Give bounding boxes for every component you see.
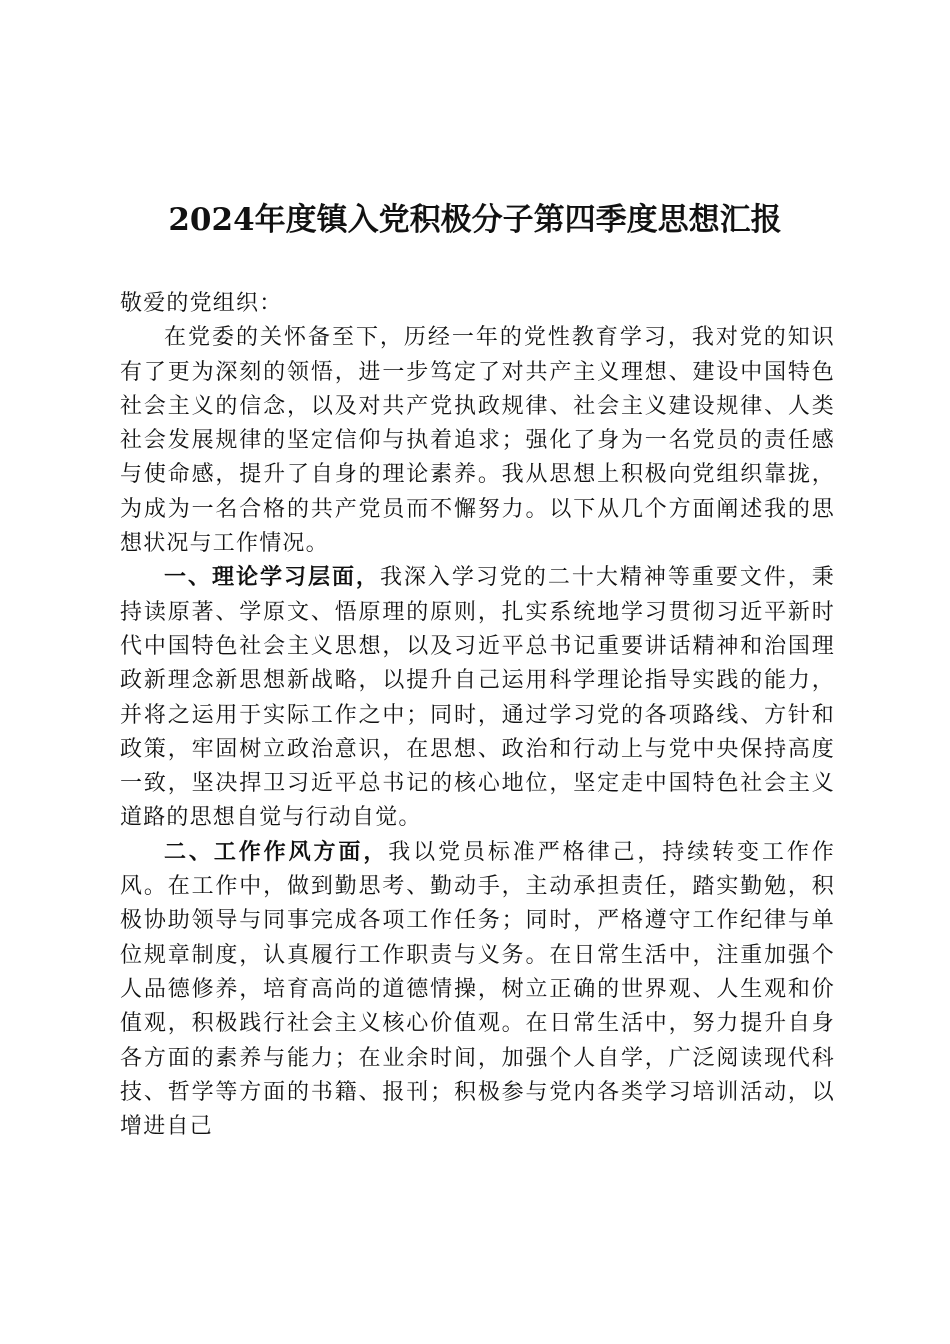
paragraph-theory-study bbox=[120, 561, 835, 835]
paragraph-text: 我深入学习党的二十大精神等重要文件，秉持读原著、学原文、悟原理的原则，扎实系统地学习贯彻习近平新时代中国特色社会主义思想，以及习近平总书记重要讲话精神和治国理政新理念新思想新战略，以提升自己运用科学理论指导实践的能力，并将之运用于实际工作之中；同时，通过学习党的各项路线、方针和政策，牢固树立政治意识，在思想、政治和行动上与党中央保持高度一致，坚决捍卫习近平总书记的核心地位，坚定走中国特色社会主义道路的思想自觉与行动自觉。 bbox=[120, 565, 835, 831]
paragraph-heading: 二、工作作风方面， bbox=[164, 839, 389, 865]
paragraph-text: 在党委的关怀备至下，历经一年的党性教育学习，我对党的知识有了更为深刻的领悟，进一步笃定了对共产主义理想、建设中国特色社会主义的信念，以及对共产党执政规律、社会主义建设规律、人类社会发展规律的坚定信仰与执着追求；强化了身为一名党员的责任感与使命感，提升了自身的理论素养。我从思想上积极向党组织靠拢，为成为一名合格的共产党员而不懈努力。以下从几个方面阐述我的思想状况与工作情况。 bbox=[120, 325, 835, 557]
paragraph-intro bbox=[120, 321, 835, 561]
paragraph-text: 我以党员标准严格律己，持续转变工作作风。在工作中，做到勤思考、勤动手，主动承担责任，踏实勤勉，积极协助领导与同事完成各项工作任务；同时，严格遵守工作纪律与单位规章制度，认真履行工作职责与义务。在日常生活中，注重加强个人品德修养，培育高尚的道德情操，树立正确的世界观、人生观和价值观，积极践行社会主义核心价值观。在日常生活中，努力提升自身各方面的素养与能力；在业余时间，加强个人自学，广泛阅读现代科技、哲学等方面的书籍、报刊；积极参与党内各类学习培训活动，以增进自己 bbox=[120, 839, 835, 1140]
document-title: 2024年度镇入党积极分子第四季度思想汇报 bbox=[168, 202, 782, 238]
paragraph-work-style bbox=[120, 836, 835, 1145]
paragraph-heading: 一、理论学习层面， bbox=[164, 565, 380, 591]
salutation: 敬爱的党组织： bbox=[120, 291, 283, 316]
document-body bbox=[120, 287, 835, 1144]
